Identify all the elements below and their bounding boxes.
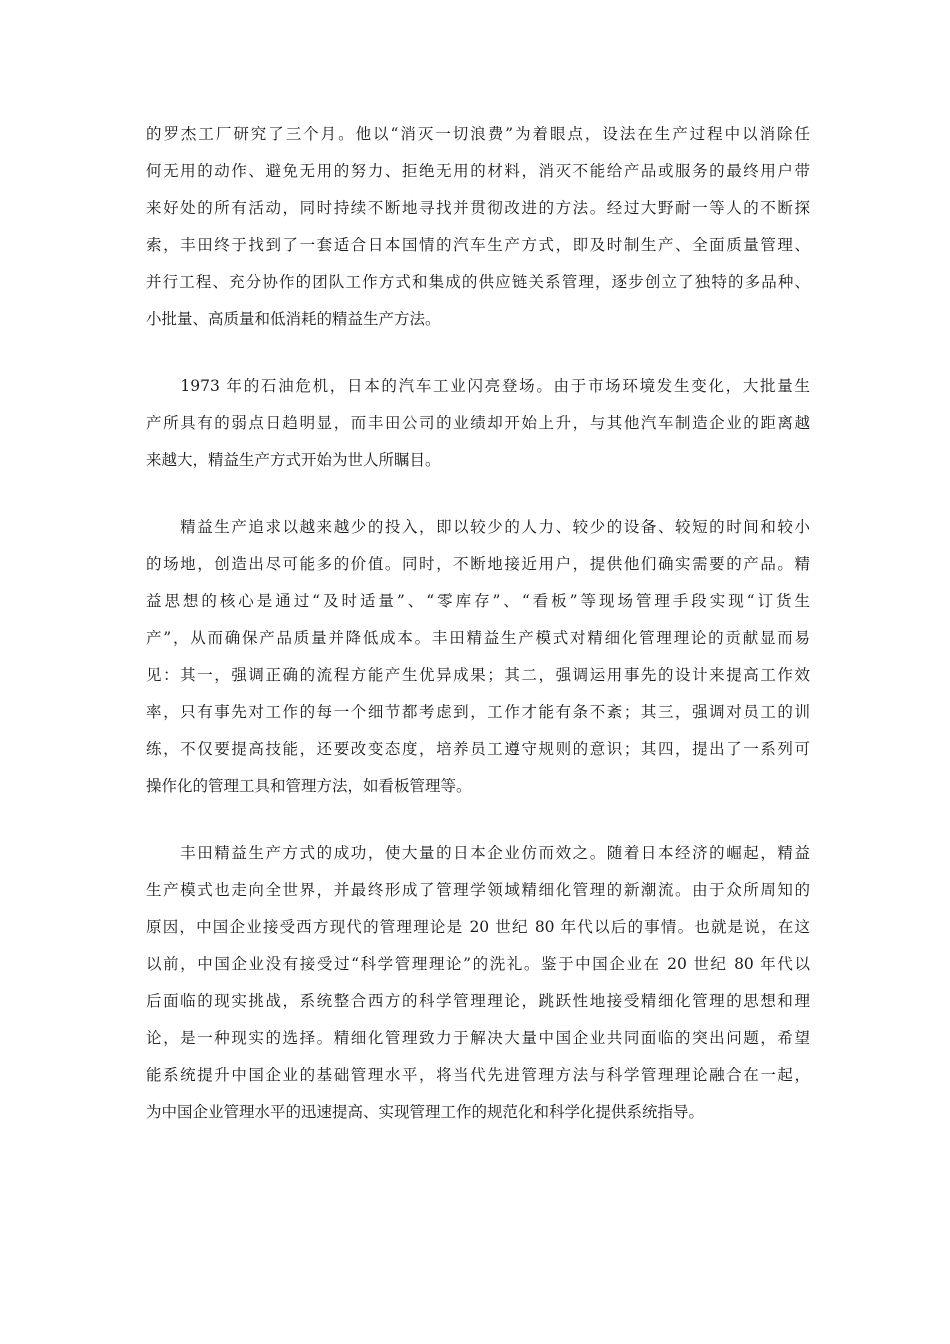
text-line: 见：其一，强调正确的流程方能产生优异成果；其二，强调运用事先的设计来提高工作效 xyxy=(146,666,810,684)
text-line: 产”，从而确保产品质量并降低成本。丰田精益生产模式对精细化管理理论的贡献显而易 xyxy=(146,629,810,647)
text-line: 以前，中国企业没有接受过“科学管理理论”的洗礼。鉴于中国企业在 20 世纪 80 年代以 xyxy=(146,955,810,973)
text-line: 来越大，精益生产方式开始为世人所瞩目。 xyxy=(146,451,441,469)
text-line: 精益生产追求以越来越少的投入，即以较少的人力、较少的设备、较短的时间和较小 xyxy=(146,518,810,536)
text-line: 生产模式也走向全世界，并最终形成了管理学领域精细化管理的新潮流。由于众所周知的 xyxy=(146,881,810,899)
text-line: 练，不仅要提高技能，还要改变态度，培养员工遵守规则的意识；其四，提出了一系列可 xyxy=(146,740,810,758)
text-line: 何无用的动作、避免无用的努力、拒绝无用的材料，消灭不能给产品或服务的最终用户带 xyxy=(146,162,810,180)
text-line: 的场地，创造出尽可能多的价值。同时，不断地接近用户，提供他们确实需要的产品。精 xyxy=(146,555,810,573)
text-line: 产所具有的弱点日趋明显，而丰田公司的业绩却开始上升，与其他汽车制造企业的距离越 xyxy=(146,414,810,432)
text-line: 来好处的所有活动，同时持续不断地寻找并贯彻改进的方法。经过大野耐一等人的不断探 xyxy=(146,199,810,217)
text-line: 小批量、高质量和低消耗的精益生产方法。 xyxy=(146,310,441,328)
text-line: 益思想的核心是通过“及时适量”、“零库存”、“看板”等现场管理手段实现“订货生 xyxy=(146,592,810,610)
paragraph-4 xyxy=(146,835,810,1131)
text-line: 能系统提升中国企业的基础管理水平，将当代先进管理方法与科学管理理论融合在一起， xyxy=(146,1066,810,1084)
text-line: 率，只有事先对工作的每一个细节都考虑到，工作才能有条不紊；其三，强调对员工的训 xyxy=(146,703,810,721)
text-line: 丰田精益生产方式的成功，使大量的日本企业仿而效之。随着日本经济的崛起，精益 xyxy=(146,844,810,862)
paragraph-2 xyxy=(146,368,810,479)
text-line: 并行工程、充分协作的团队工作方式和集成的供应链关系管理，逐步创立了独特的多品种、 xyxy=(146,273,810,291)
text-line: 的罗杰工厂研究了三个月。他以“消灭一切浪费”为着眼点，设法在生产过程中以消除任 xyxy=(146,125,810,143)
text-line: 索，丰田终于找到了一套适合日本国情的汽车生产方式，即及时制生产、全面质量管理、 xyxy=(146,236,810,254)
text-line: 后面临的现实挑战，系统整合西方的科学管理理论，跳跃性地接受精细化管理的思想和理 xyxy=(146,992,810,1010)
document-body xyxy=(146,116,810,1161)
paragraph-1 xyxy=(146,116,810,338)
text-line: 操作化的管理工具和管理方法，如看板管理等。 xyxy=(146,777,472,795)
text-line: 为中国企业管理水平的迅速提高、实现管理工作的规范化和科学化提供系统指导。 xyxy=(146,1103,705,1121)
paragraph-3 xyxy=(146,509,810,805)
text-line: 原因，中国企业接受西方现代的管理理论是 20 世纪 80 年代以后的事情。也就是说，在这 xyxy=(146,918,810,936)
text-line: 1973 年的石油危机，日本的汽车工业闪亮登场。由于市场环境发生变化，大批量生 xyxy=(146,377,810,395)
text-line: 论，是一种现实的选择。精细化管理致力于解决大量中国企业共同面临的突出问题，希望 xyxy=(146,1029,810,1047)
